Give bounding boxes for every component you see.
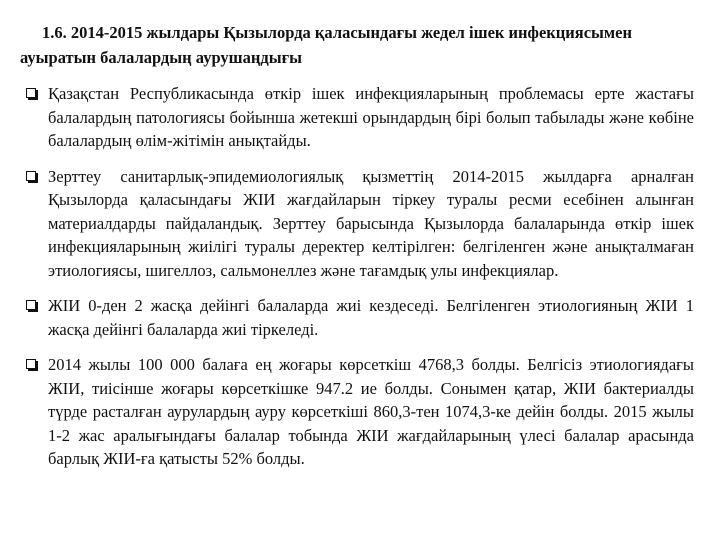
bullet-item bbox=[26, 82, 694, 153]
bullet-text: Қазақстан Республикасында өткір ішек инфекцияларының проблемасы ерте жастағы балалардың патологиясы бойынша жетекші орындардың бірі болып табылады және көбіне балалардың өлім-жітімін анықтайды. bbox=[48, 84, 694, 150]
checkbox-square-icon bbox=[26, 359, 36, 369]
bullet-item bbox=[26, 165, 694, 283]
bullet-text: ЖІИ 0-ден 2 жасқа дейінгі балаларда жиі кездеседі. Белгіленген этиологияның ЖІИ 1 жасқа дейінгі балаларда жиі тіркеледі. bbox=[48, 296, 694, 339]
bullet-item bbox=[26, 294, 694, 341]
slide-title bbox=[20, 20, 700, 70]
slide-title-line-2: ауыратын балалардың аурушаңдығы bbox=[20, 48, 302, 67]
bullet-text: Зерттеу санитарлық-эпидемиологиялық қызметтің 2014-2015 жылдарға арналған Қызылорда қаласындағы ЖІИ жағдайларын тіркеу туралы ресми есебінен алынған материалдарды пайдаландық. Зерттеу барысында Қызылорда балаларында өткір ішек инфекцияларының жиілігі туралы деректер келтірілген: белгіленген және анықталмаған этиологиясы, шигеллоз, сальмонеллез және тағамдық улы инфекциялар. bbox=[48, 166, 694, 280]
bullet-list bbox=[26, 82, 694, 471]
slide-title-line-1: 1.6. 2014-2015 жылдары Қызылорда қаласындағы жедел ішек инфекциясымен bbox=[42, 23, 632, 42]
bullet-text: 2014 жылы 100 000 балаға ең жоғары көрсеткіш 4768,3 болды. Белгісіз этиологиядағы ЖІИ, тиісінше жоғары көрсеткішке 947.2 ие болды. Сонымен қатар, ЖІИ бактериалды түрде расталған аурулардың ауру көрсеткіші 860,3-тен 1074,3-ке дейін болды. 2015 жылы 1-2 жас аралығындағы балалар тобында ЖІИ жағдайларының үлесі балалар арасында барлық ЖІИ-ға қатысты 52% болды. bbox=[48, 355, 694, 468]
bullet-item bbox=[26, 353, 694, 471]
checkbox-square-icon bbox=[26, 171, 36, 181]
checkbox-square-icon bbox=[26, 88, 36, 98]
checkbox-square-icon bbox=[26, 300, 36, 310]
